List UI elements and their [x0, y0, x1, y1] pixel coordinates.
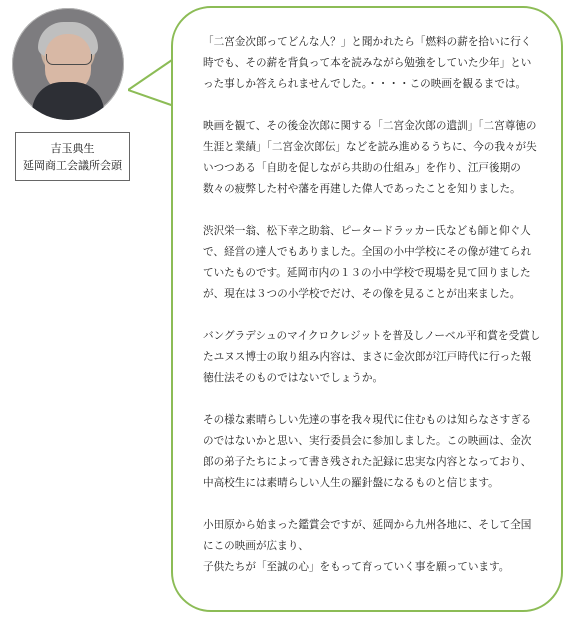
- speaker-tie: [63, 90, 73, 114]
- message-paragraph: 小田原から始まった鑑賞会ですが、延岡から九州各地に、そして全国にこの映画が広まり、 子供たちが「至誠の心」をもって育っていく事を願っています。: [203, 519, 532, 573]
- speaker-photo: [12, 8, 124, 120]
- message-paragraph: バングラデシュのマイクロクレジットを普及しノーベル平和賞を受賞したユヌス博士の取り組み内容は、まさに金次郎が江戸時代に行った報徳仕法そのものではないでしょうか。: [203, 330, 541, 384]
- speech-bubble: [171, 6, 563, 612]
- speaker-glasses: [46, 54, 92, 65]
- message-paragraph: 映画を観て、その後金次郎に関する「二宮金次郎の遺訓」「二宮尊徳の生涯と業績」「二宮金次郎伝」などを読み進めるうちに、今の我々が失いつつある「自助を促しながら共助の仕組み」を作り、江戸後期の数々の疲弊した村や藩を再建した偉人であったことを知りました。: [203, 120, 537, 195]
- message-paragraph: 渋沢栄一翁、松下幸之助翁、ピータードラッカー氏なども師と仰ぐ人で、経営の達人でもありました。全国の小中学校にその像が建てられていたものです。延岡市内の１３の小中学校で現場を見て回りましたが、現在は３つの小学校でだけ、その像を見ることが出来ました。: [203, 225, 532, 300]
- speaker-name: 吉玉典生: [50, 141, 95, 155]
- speaker-title: 延岡商工会議所会頭: [23, 158, 122, 172]
- message-paragraph: 「二宮金次郎ってどんな人？」と聞かれたら「燃料の薪を拾いに行く時でも、その薪を背負って本を読みながら勉強をしていた少年」といった事しか答えられませんでした。・・・・この映画を観るまでは。: [203, 36, 532, 90]
- speaker-caption: [15, 132, 130, 181]
- message-paragraph: その様な素晴らしい先達の事を我々現代に住むものは知らなさすぎるのではないかと思い、実行委員会に参加しました。この映画は、金次郎の弟子たちによって書き残された記録に忠実な内容となっており、中高校生には素晴らしい人生の羅針盤になるものと信じます。: [203, 414, 532, 489]
